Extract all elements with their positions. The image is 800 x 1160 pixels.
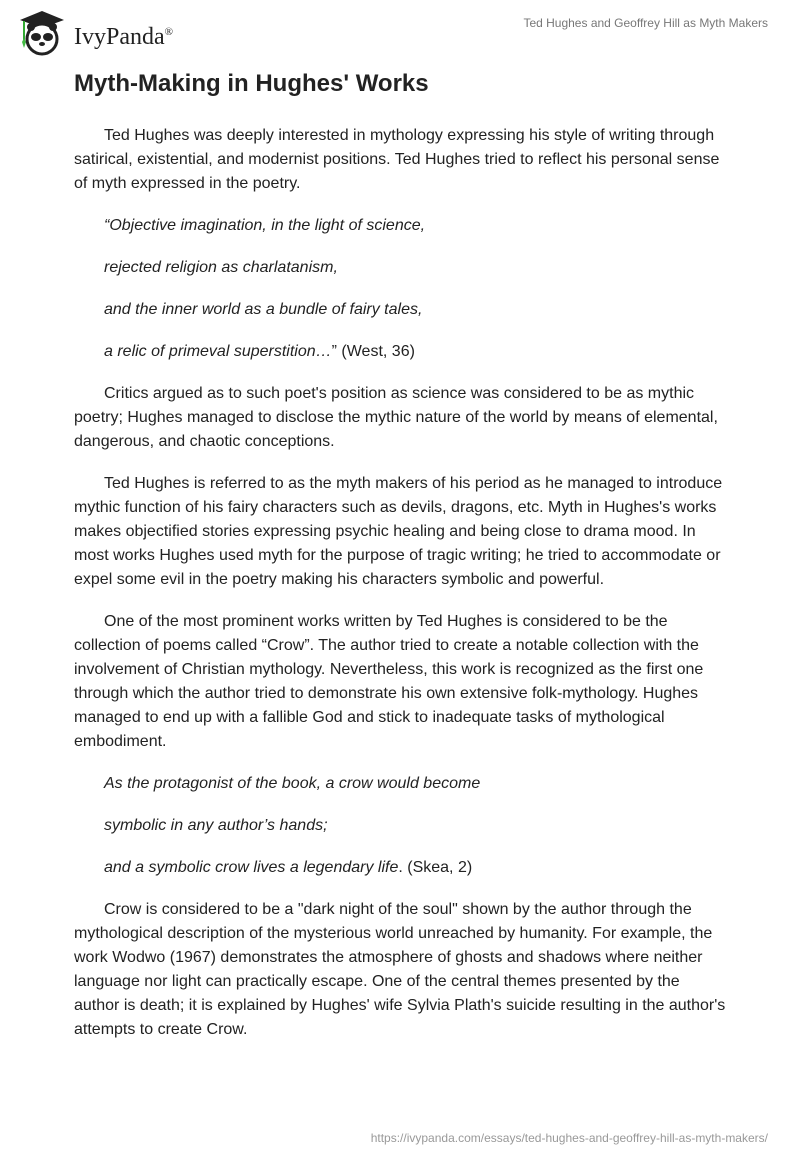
paragraph: One of the most prominent works written by Ted Hughes is considered to be the collection of poems called “Crow”. The author tried to create a notable collection with the involvement of Christian mythology. Nevertheless, this work is recognized as the first one through which the author tried to demonstrate his own extensive folk-mythology. Hughes managed to end up with a fallible God and stick to inadequate tasks of mythological embodiment. [74,613,704,750]
panda-graduate-icon [12,8,72,58]
paragraph: Critics argued as to such poet's position as science was considered to be as mythic poetry; Hughes managed to disclose the mythic nature of the world by means of elemental, dangerous, and chaotic conceptions. [74,385,718,450]
brand-name [74,24,173,51]
quote-line [74,214,728,238]
quote-line [74,340,728,364]
quote-italic: As the protagonist of the book, a crow would become [104,775,481,792]
quote-italic: and a symbolic crow lives a legendary life [104,859,399,876]
ivypanda-logo[interactable] [12,8,173,58]
article-body [74,124,728,1060]
quote-line [74,772,728,796]
quote-line [74,856,728,880]
citation: ” (West, 36) [331,343,415,360]
quote-italic: “Objective imagination, in the light of science, [104,217,426,234]
quote-italic: a relic of primeval superstition… [104,343,332,360]
section-heading: Myth-Making in Hughes' Works [74,70,429,97]
paragraph: Ted Hughes is referred to as the myth makers of his period as he managed to introduce mythic function of his fairy characters such as devils, dragons, etc. Myth in Hughes's works makes objectified stories expressing psychic healing and being close to drama mood. In most works Hughes used myth for the purpose of tragic writing; he tried to accommodate or expel some evil in the poetry making his characters symbolic and powerful. [74,475,723,588]
citation: . (Skea, 2) [398,859,473,876]
paragraph: Ted Hughes was deeply interested in mythology expressing his style of writing through satirical, existential, and modernist positions. Ted Hughes tried to reflect his personal sense of myth expressed in the poetry. [74,127,720,192]
paragraph: Crow is considered to be a "dark night of the soul" shown by the author through the mythological description of the mysterious world unreached by humanity. For example, the work Wodwo (1967) demonstrates the atmosphere of ghosts and shadows where neither language nor light can practically escape. One of the central themes presented by the author is death; it is explained by Hughes' wife Sylvia Plath's suicide resulting in the author's attempts to create Crow. [74,901,726,1038]
source-url[interactable]: https://ivypanda.com/essays/ted-hughes-and-geoffrey-hill-as-myth-makers/ [370,1131,768,1145]
quote-italic: rejected religion as charlatanism, [104,259,338,276]
quote-line [74,256,728,280]
quote-italic: and the inner world as a bundle of fairy tales, [104,301,423,318]
quote-line [74,298,728,322]
quote-line [74,814,728,838]
quote-italic: symbolic in any author’s hands; [104,817,328,834]
registered-mark: ® [164,25,174,38]
brand-text: IvyPanda [74,23,165,50]
document-title: Ted Hughes and Geoffrey Hill as Myth Makers [523,16,768,30]
